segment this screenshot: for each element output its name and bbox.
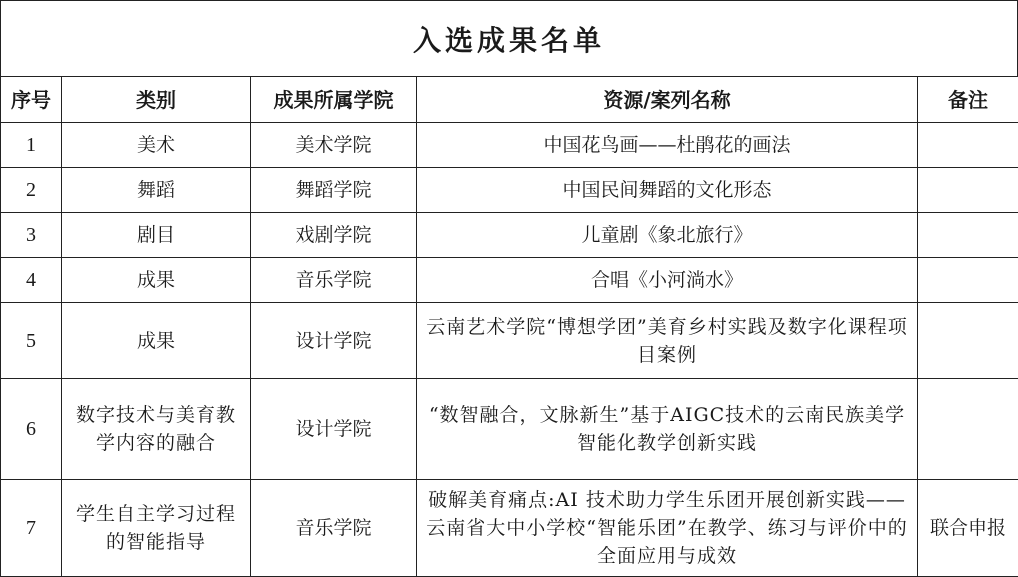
cell-index: 6 <box>1 379 62 480</box>
cell-category: 舞蹈 <box>62 168 251 213</box>
table-row <box>1 379 1018 480</box>
table-row <box>1 213 1018 258</box>
cell-name: 中国民间舞蹈的文化形态 <box>417 168 918 213</box>
cell-college: 戏剧学院 <box>251 213 417 258</box>
cell-name: 中国花鸟画——杜鹃花的画法 <box>417 123 918 168</box>
results-table <box>0 76 1018 577</box>
cell-college: 音乐学院 <box>251 258 417 303</box>
cell-index: 2 <box>1 168 62 213</box>
cell-index: 5 <box>1 303 62 379</box>
cell-name: 云南艺术学院“博想学团”美育乡村实践及数字化课程项目案例 <box>417 303 918 379</box>
cell-remark <box>918 168 1018 213</box>
table-row <box>1 168 1018 213</box>
cell-name: 合唱《小河淌水》 <box>417 258 918 303</box>
cell-category: 学生自主学习过程的智能指导 <box>62 480 251 577</box>
table-header-row <box>1 77 1018 123</box>
cell-remark <box>918 258 1018 303</box>
cell-index: 1 <box>1 123 62 168</box>
cell-remark <box>918 303 1018 379</box>
cell-category: 美术 <box>62 123 251 168</box>
cell-college: 设计学院 <box>251 303 417 379</box>
cell-remark <box>918 123 1018 168</box>
cell-category: 数字技术与美育教学内容的融合 <box>62 379 251 480</box>
cell-college: 音乐学院 <box>251 480 417 577</box>
cell-college: 美术学院 <box>251 123 417 168</box>
header-remark: 备注 <box>918 77 1018 123</box>
header-index: 序号 <box>1 77 62 123</box>
table-row <box>1 123 1018 168</box>
table-row <box>1 258 1018 303</box>
cell-index: 3 <box>1 213 62 258</box>
cell-name: 破解美育痛点:AI 技术助力学生乐团开展创新实践——云南省大中小学校“智能乐团”在教学、练习与评价中的全面应用与成效 <box>417 480 918 577</box>
cell-category: 剧目 <box>62 213 251 258</box>
page-title: 入选成果名单 <box>413 19 605 59</box>
cell-college: 设计学院 <box>251 379 417 480</box>
cell-remark <box>918 379 1018 480</box>
header-category: 类别 <box>62 77 251 123</box>
cell-remark: 联合申报 <box>918 480 1018 577</box>
header-name: 资源/案列名称 <box>417 77 918 123</box>
cell-remark <box>918 213 1018 258</box>
cell-category: 成果 <box>62 258 251 303</box>
cell-category: 成果 <box>62 303 251 379</box>
cell-name: “数智融合，文脉新生”基于AIGC技术的云南民族美学智能化教学创新实践 <box>417 379 918 480</box>
title-row <box>0 0 1018 76</box>
table-row <box>1 480 1018 577</box>
header-college: 成果所属学院 <box>251 77 417 123</box>
cell-index: 4 <box>1 258 62 303</box>
cell-name: 儿童剧《象北旅行》 <box>417 213 918 258</box>
table-row <box>1 303 1018 379</box>
cell-index: 7 <box>1 480 62 577</box>
cell-college: 舞蹈学院 <box>251 168 417 213</box>
